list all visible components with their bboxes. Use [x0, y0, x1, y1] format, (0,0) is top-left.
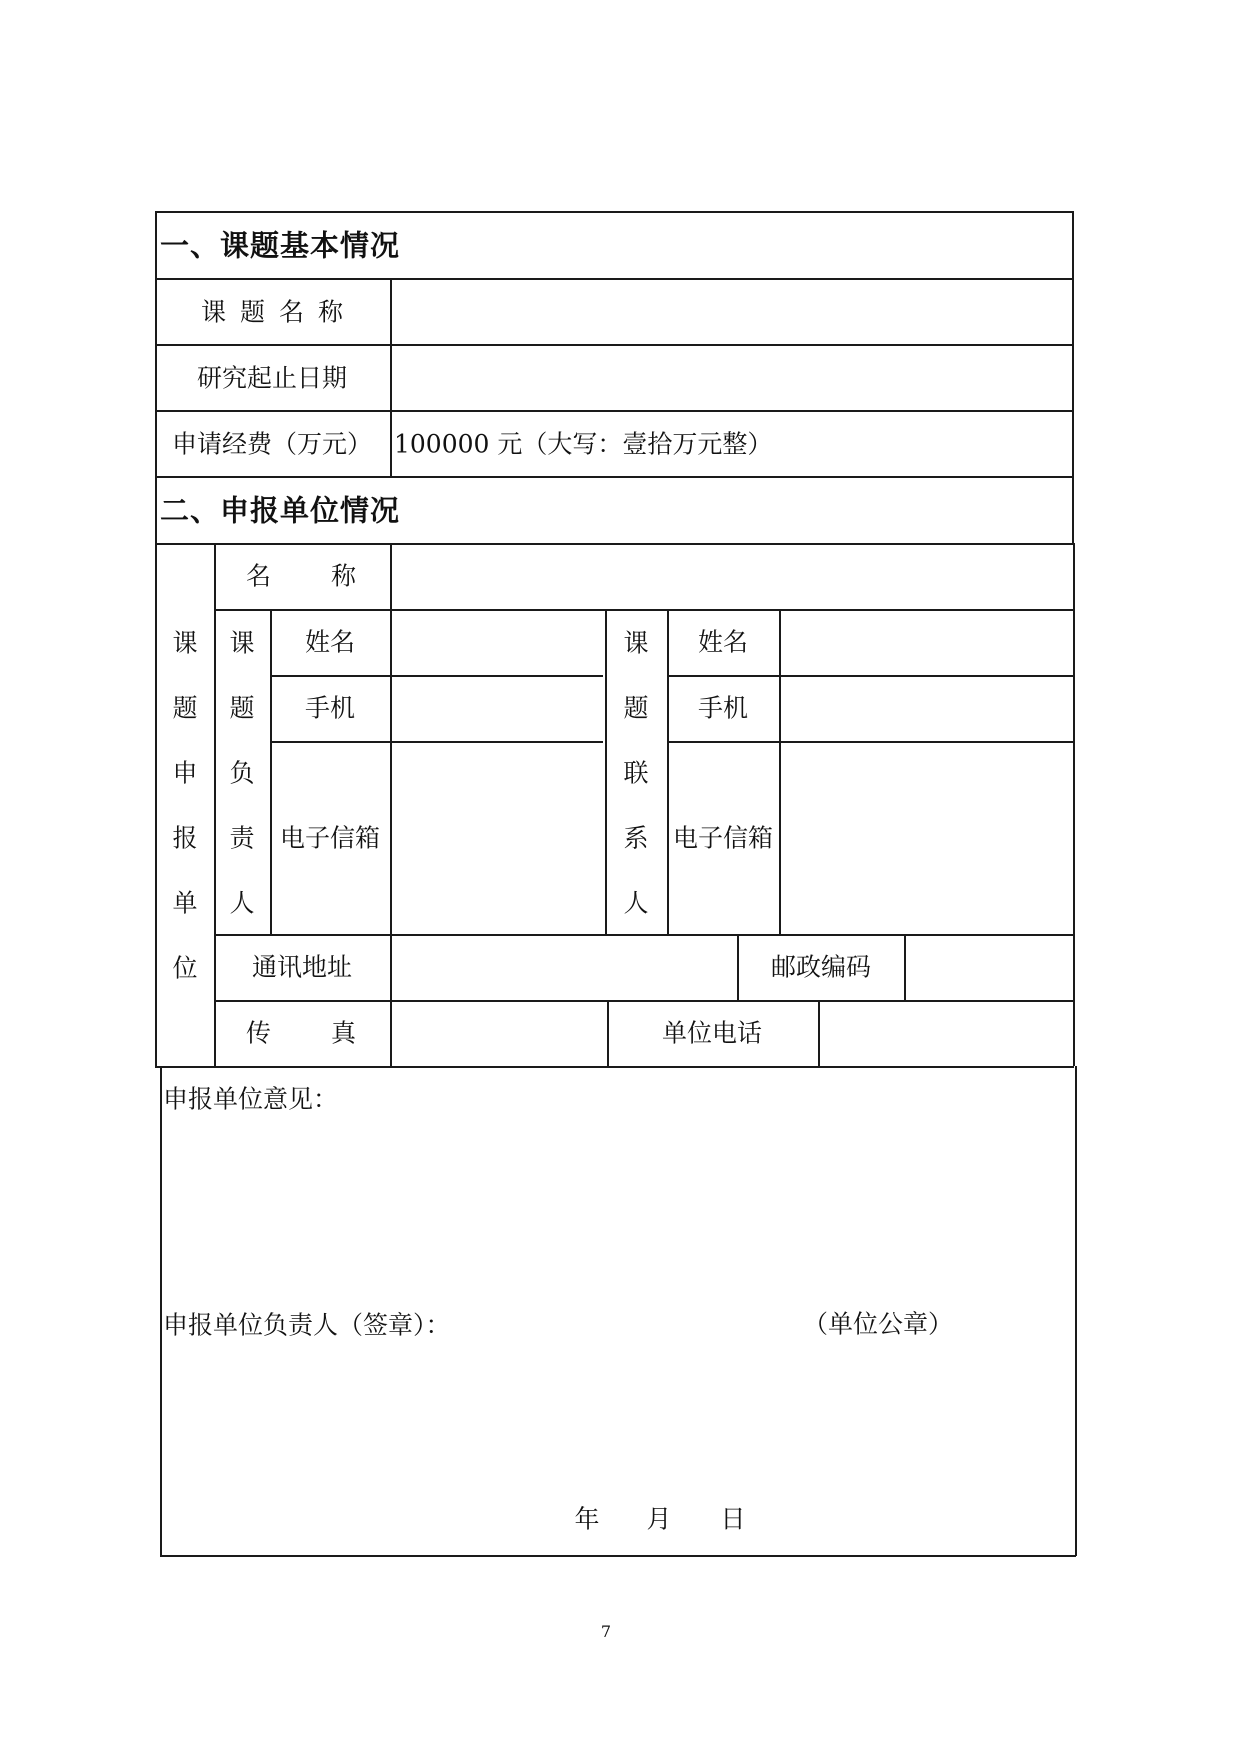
- rule: [214, 543, 216, 1066]
- applicant-unit-label-char: 位: [172, 953, 198, 983]
- leader-label-char: 责: [229, 823, 255, 853]
- rule: [904, 934, 906, 1000]
- rule: [270, 675, 603, 677]
- unit-seal-label: （单位公章）: [803, 1309, 954, 1339]
- rule: [667, 741, 1073, 743]
- leader-mobile-label: 手机: [304, 693, 356, 723]
- rule: [667, 675, 1073, 677]
- contact-mobile-label: 手机: [697, 693, 749, 723]
- rule: [155, 278, 1073, 280]
- applicant-unit-label-char: 单: [172, 888, 198, 918]
- leader-label-char: 题: [229, 693, 255, 723]
- contact-label-char: 系: [623, 823, 649, 853]
- rule: [155, 1066, 1074, 1068]
- contact-label-char: 人: [623, 888, 649, 918]
- rule: [155, 211, 1073, 213]
- contact-label-char: 课: [623, 628, 649, 658]
- applicant-unit-label-char: 申: [172, 758, 198, 788]
- date-day: 日: [720, 1504, 746, 1534]
- leader-email-label: 电子信箱: [279, 823, 381, 853]
- unit-name-label: 名称: [245, 561, 417, 591]
- rule: [214, 934, 1074, 936]
- rule: [155, 344, 1073, 346]
- rule: [160, 1066, 162, 1556]
- rule: [270, 609, 272, 934]
- rule: [1075, 1066, 1077, 1556]
- contact-name-label: 姓名: [697, 627, 749, 657]
- rule: [667, 609, 669, 934]
- unit-opinion-label: 申报单位意见：: [163, 1084, 339, 1114]
- date-year: 年: [574, 1504, 600, 1534]
- rule: [155, 410, 1073, 412]
- leader-name-label: 姓名: [304, 627, 356, 657]
- rule: [779, 609, 781, 934]
- rule: [160, 1555, 1076, 1557]
- signatory-label: 申报单位负责人（签章）：: [163, 1310, 451, 1340]
- rule: [737, 934, 739, 1000]
- date-month: 月: [646, 1504, 672, 1534]
- funding-value: 100000 元（大写：壹拾万元整）: [394, 429, 773, 459]
- contact-label-char: 联: [623, 758, 649, 788]
- topic-name-label: 课题名称: [200, 297, 358, 327]
- rule: [214, 609, 1073, 611]
- research-period-label: 研究起止日期: [196, 363, 348, 393]
- section-2-title: 二、申报单位情况: [160, 493, 401, 528]
- funding-label: 申请经费（万元）: [171, 429, 373, 459]
- leader-label-char: 课: [229, 628, 255, 658]
- rule: [390, 543, 392, 1066]
- applicant-unit-label-char: 报: [172, 823, 198, 853]
- rule: [605, 609, 607, 934]
- rule: [270, 741, 603, 743]
- postcode-label: 邮政编码: [770, 952, 872, 982]
- address-label: 通讯地址: [251, 952, 353, 982]
- unit-phone-label: 单位电话: [661, 1018, 763, 1048]
- rule: [818, 1000, 820, 1066]
- rule: [607, 1000, 609, 1066]
- leader-label-char: 负: [229, 758, 255, 788]
- section-1-title: 一、课题基本情况: [160, 228, 401, 263]
- page-number: 7: [600, 1622, 612, 1641]
- rule: [155, 476, 1073, 478]
- rule: [1073, 543, 1075, 1066]
- rule: [214, 1000, 1074, 1002]
- rule: [155, 543, 1074, 545]
- rule: [1072, 211, 1074, 543]
- applicant-unit-label-char: 课: [172, 628, 198, 658]
- fax-label: 传真: [245, 1018, 417, 1048]
- rule: [155, 211, 157, 1066]
- applicant-unit-label-char: 题: [172, 693, 198, 723]
- rule: [390, 278, 392, 476]
- contact-label-char: 题: [623, 693, 649, 723]
- contact-email-label: 电子信箱: [672, 823, 774, 853]
- leader-label-char: 人: [229, 888, 255, 918]
